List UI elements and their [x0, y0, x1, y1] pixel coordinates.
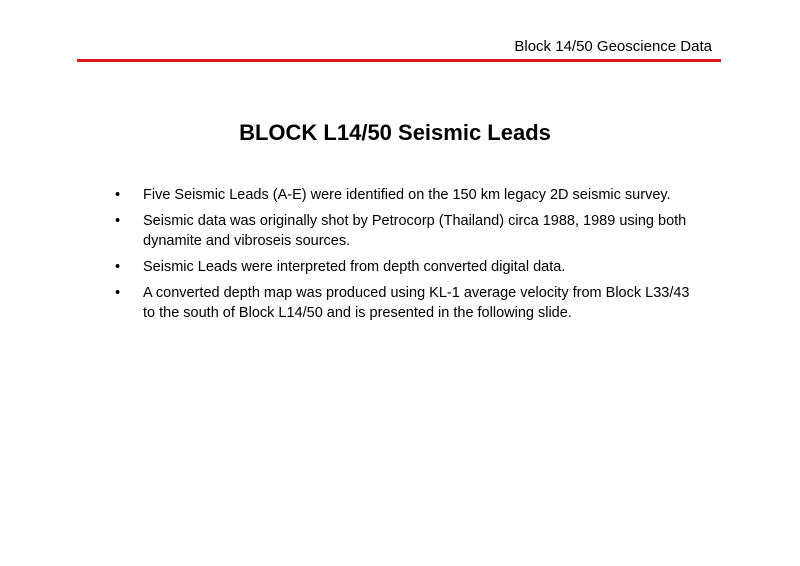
bullet-item	[115, 211, 705, 251]
bullet-item	[115, 283, 705, 323]
bullet-text: A converted depth map was produced using KL-1 average velocity from Block L33/43 to the south of Block L14/50 and is presented in the following slide.	[143, 285, 690, 321]
slide-title: BLOCK L14/50 Seismic Leads	[239, 120, 551, 145]
header-label: Block 14/50 Geoscience Data	[514, 38, 712, 55]
bullet-icon: •	[115, 187, 121, 203]
bullet-text: Seismic data was originally shot by Petrocorp (Thailand) circa 1988, 1989 using both dynamite and vibroseis sources.	[143, 213, 687, 249]
bullet-list	[115, 185, 705, 329]
bullet-icon: •	[115, 213, 121, 229]
bullet-text: Seismic Leads were interpreted from depth converted digital data.	[143, 259, 566, 275]
header-divider	[77, 59, 721, 62]
bullet-item	[115, 257, 705, 277]
bullet-icon: •	[115, 285, 121, 301]
bullet-item	[115, 185, 705, 205]
bullet-icon: •	[115, 259, 121, 275]
bullet-text: Five Seismic Leads (A-E) were identified on the 150 km legacy 2D seismic survey.	[143, 187, 671, 203]
